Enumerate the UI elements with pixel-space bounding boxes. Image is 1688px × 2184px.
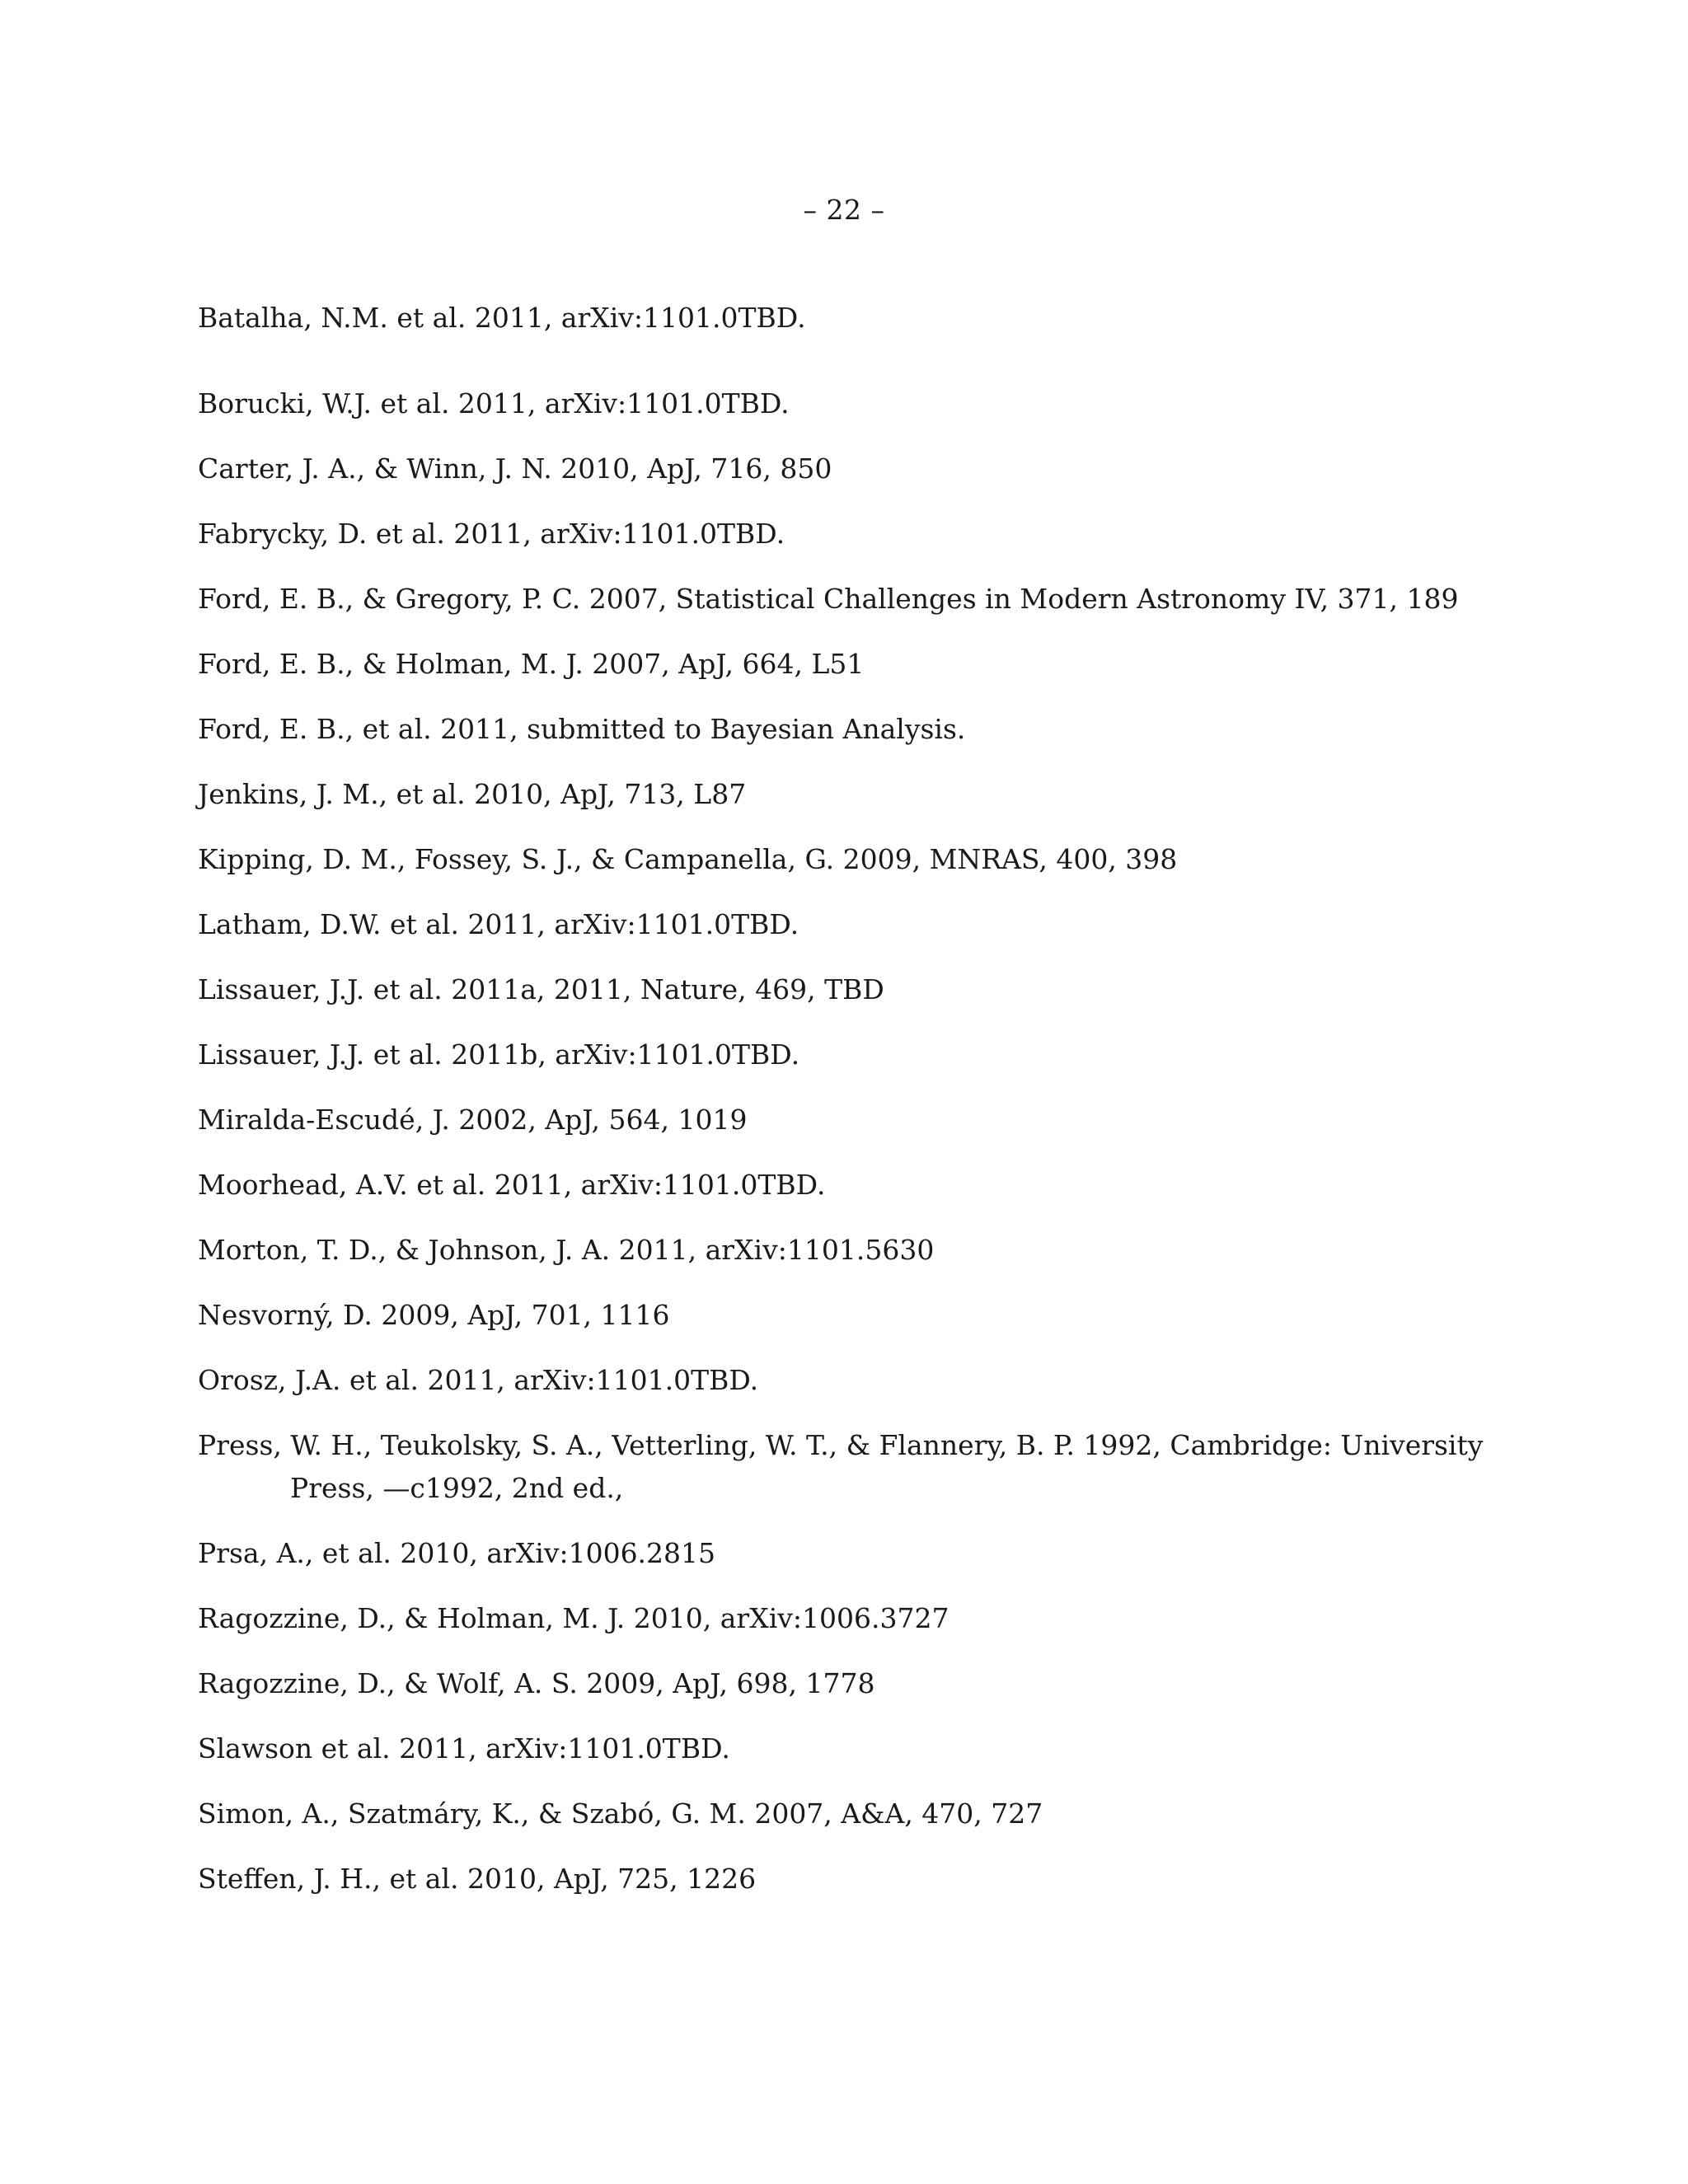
reference-item: Kipping, D. M., Fossey, S. J., & Campanella, G. 2009, MNRAS, 400, 398 [198,843,1178,875]
reference-item: Orosz, J.A. et al. 2011, arXiv:1101.0TBD. [198,1364,759,1396]
reference-item: Batalha, N.M. et al. 2011, arXiv:1101.0TBD. [198,302,806,334]
reference-item: Slawson et al. 2011, arXiv:1101.0TBD. [198,1732,730,1765]
reference-item: Fabrycky, D. et al. 2011, arXiv:1101.0TBD. [198,518,785,550]
reference-item: Prsa, A., et al. 2010, arXiv:1006.2815 [198,1537,716,1569]
reference-item: Ford, E. B., & Gregory, P. C. 2007, Statistical Challenges in Modern Astronomy IV, 371, 189 [198,583,1459,615]
reference-item: Miralda-Escudé, J. 2002, ApJ, 564, 1019 [198,1104,748,1136]
reference-item: Moorhead, A.V. et al. 2011, arXiv:1101.0TBD. [198,1169,826,1201]
reference-item: Morton, T. D., & Johnson, J. A. 2011, arXiv:1101.5630 [198,1234,935,1266]
page-number: – 22 – [803,194,885,226]
reference-item: Nesvorný, D. 2009, ApJ, 701, 1116 [198,1299,670,1331]
reference-item: Latham, D.W. et al. 2011, arXiv:1101.0TBD. [198,908,799,940]
reference-item: Ragozzine, D., & Wolf, A. S. 2009, ApJ, 698, 1778 [198,1667,875,1699]
reference-item: Ford, E. B., et al. 2011, submitted to Bayesian Analysis. [198,713,966,745]
reference-list [198,297,1500,1923]
reference-item: Steffen, J. H., et al. 2010, ApJ, 725, 1226 [198,1863,757,1895]
reference-item: Ford, E. B., & Holman, M. J. 2007, ApJ, 664, L51 [198,648,865,680]
reference-item: Lissauer, J.J. et al. 2011b, arXiv:1101.0TBD. [198,1038,800,1071]
reference-item: Simon, A., Szatmáry, K., & Szabó, G. M. 2007, A&A, 470, 727 [198,1797,1043,1830]
reference-item: Press, W. H., Teukolsky, S. A., Vetterling, W. T., & Flannery, B. P. 1992, Cambridge: University Press, —c1992, 2nd ed., [198,1429,1484,1504]
reference-item: Ragozzine, D., & Holman, M. J. 2010, arXiv:1006.3727 [198,1602,950,1634]
reference-item: Carter, J. A., & Winn, J. N. 2010, ApJ, 716, 850 [198,452,832,485]
reference-item: Lissauer, J.J. et al. 2011a, 2011, Nature, 469, TBD [198,973,884,1005]
reference-item: Jenkins, J. M., et al. 2010, ApJ, 713, L87 [198,778,747,810]
reference-item: Borucki, W.J. et al. 2011, arXiv:1101.0TBD. [198,387,790,419]
